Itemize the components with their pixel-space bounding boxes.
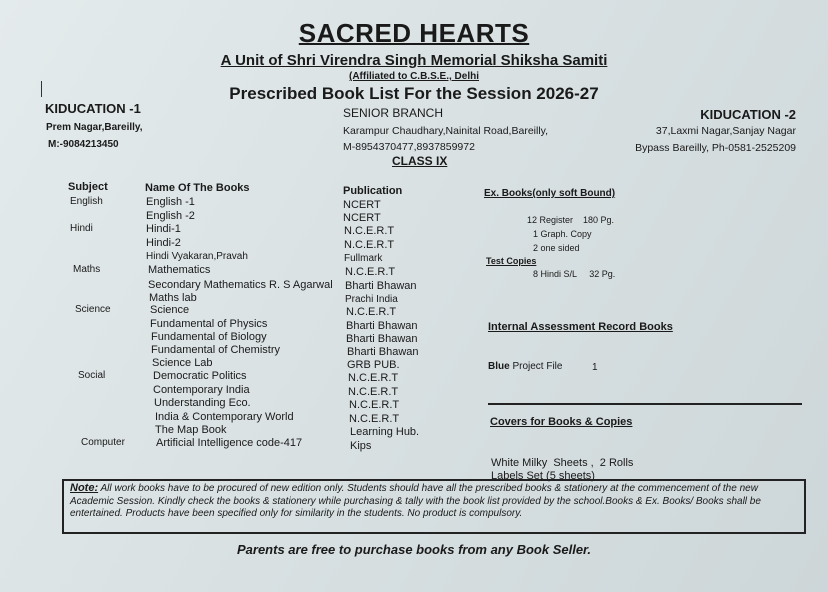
publication: Bharti Bhawan [346,320,418,332]
ex-book-item: 12 Register 180 Pg. [527,215,615,225]
covers-item: White Milky Sheets , 2 Rolls [491,457,634,469]
publication: N.C.E.R.T [345,266,396,278]
book-title: Contemporary India [153,384,250,396]
project-file-line [488,361,562,372]
publication: Bharti Bhawan [345,280,417,292]
book-title: Fundamental of Chemistry [151,344,280,356]
publication: Prachi India [345,294,398,305]
subject-english: English [70,196,103,207]
subject-header: Subject [68,181,108,193]
publication: N.C.E.R.T [344,239,395,251]
publication: NCERT [343,212,381,224]
book-title: Hindi Vyakaran,Pravah [146,251,248,262]
subject-science: Science [75,304,111,315]
divider-line [488,403,802,405]
project-file-label: Project File [509,361,563,372]
internal-assessment-heading: Internal Assessment Record Books [488,321,673,333]
book-title: Secondary Mathematics R. S Agarwal [148,279,333,291]
book-title: Democratic Politics [153,370,247,382]
book-title: Fundamental of Biology [151,331,267,343]
book-title: Science Lab [152,357,213,369]
branch-center-name: SENIOR BRANCH [343,106,444,120]
publication: Learning Hub. [350,426,420,438]
publication: N.C.E.R.T [346,306,397,318]
book-title: Mathematics [148,264,211,276]
publication: N.C.E.R.T [348,386,399,398]
publication: Bharti Bhawan [347,346,419,358]
book-title: Hindi-2 [146,237,181,249]
school-name: SACRED HEARTS [298,18,530,48]
branch-left-phone: M:-9084213450 [48,139,119,150]
session-title: Prescribed Book List For the Session 2026-27 [229,84,599,103]
publication: N.C.E.R.T [348,372,399,384]
book-title: Understanding Eco. [154,397,251,409]
unit-line: A Unit of Shri Virendra Singh Memorial Shiksha Samiti [220,52,608,69]
book-title: The Map Book [155,424,227,436]
test-copies-heading: Test Copies [486,256,537,266]
branch-right-address: 37,Laxmi Nagar,Sanjay Nagar [655,125,796,137]
book-title: English -1 [146,196,195,208]
ex-book-item: 2 one sided [533,243,580,253]
publication: NCERT [343,199,381,211]
project-file-color: Blue [488,361,510,372]
publication-header: Publication [343,185,403,197]
book-title: English -2 [146,210,195,222]
branch-center-phone: M-8954370477,8937859972 [343,141,475,153]
covers-heading: Covers for Books & Copies [490,416,633,428]
publication: GRB PUB. [347,359,400,371]
publication: N.C.E.R.T [349,399,400,411]
branch-right-phone: Bypass Bareilly, Ph-0581-2525209 [635,142,796,154]
test-copy-item: 8 Hindi S/L 32 Pg. [533,269,616,279]
ex-book-item: 1 Graph. Copy [533,229,592,239]
ex-books-heading: Ex. Books(only soft Bound) [484,188,616,199]
book-title: Artificial Intelligence code-417 [156,437,303,449]
note-text: All work books have to be procured of new edition only. Students should have all the prescribed books & stationery at the commencement of the new Academic Session. Kindly check the books & stationery while purchasing & tally with the book list provided by the school.Books & Ex. Books/ Books shall be entertained. Products have been specified only for similarity in the students. No product is compulsory. [70,483,761,520]
subject-maths: Maths [73,264,101,275]
book-title: Fundamental of Physics [150,318,268,330]
publication: N.C.E.R.T [349,413,400,425]
subject-social: Social [78,370,106,381]
book-title: Science [150,304,190,316]
branch-right-name: KIDUCATION -2 [700,107,796,122]
branch-left-address: Prem Nagar,Bareilly, [46,122,143,133]
note-box [62,479,806,534]
branch-center-address: Karampur Chaudhary,Nainital Road,Bareilly, [343,125,549,137]
publication: Kips [350,440,372,452]
project-file-qty: 1 [592,362,598,373]
covers-item: Labels Set (5 sheets) [491,470,595,482]
books-header: Name Of The Books [145,182,250,194]
publication: N.C.E.R.T [344,225,395,237]
note-label: Note: [70,482,99,494]
affiliation: (Affiliated to C.B.S.E., Delhi [348,71,479,82]
branch-left-name: KIDUCATION -1 [45,101,141,116]
book-title: India & Contemporary World [155,411,294,423]
class-label: CLASS IX [392,154,448,168]
footer-note: Parents are free to purchase books from any Book Seller. [236,542,591,557]
subject-hindi: Hindi [70,223,93,234]
book-title: Maths lab [149,292,197,304]
book-title: Hindi-1 [146,223,181,235]
publication: Fullmark [344,253,383,264]
subject-computer: Computer [81,437,125,448]
publication: Bharti Bhawan [346,333,418,345]
